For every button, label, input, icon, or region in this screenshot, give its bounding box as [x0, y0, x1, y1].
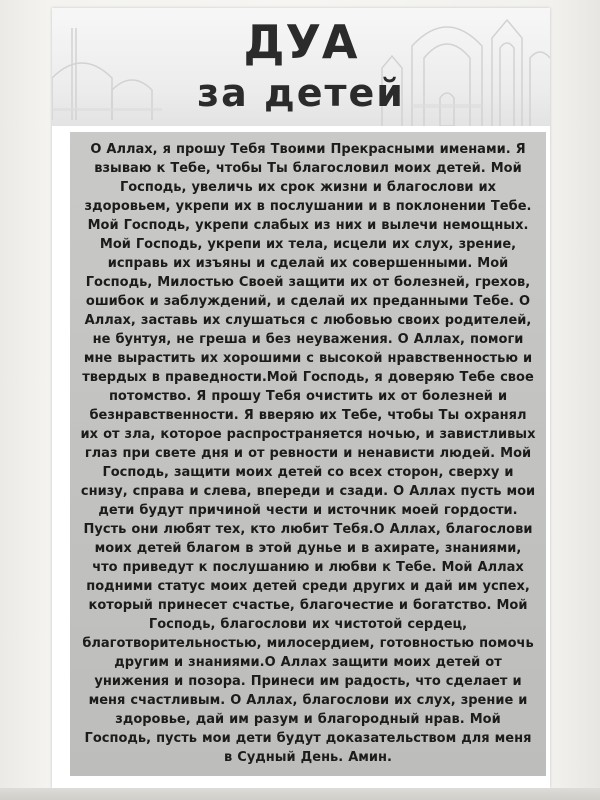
header-banner	[52, 8, 550, 126]
text-panel	[70, 132, 546, 776]
dua-body-text: О Аллах, я прошу Тебя Твоими Прекрасными именами. Я взываю к Тебе, чтобы Ты благословил моих детей. Мой Господь, увеличь их срок жизни и благослови их здоровьем, укрепи их в послушании и в поклонении Тебе. Мой Господь, укрепи слабых из них и вылечи немощных. Мой Господь, укрепи их тела, исцели их слух, зрение, исправь их изъяны и сделай их совершенными. Мой Господь, Милостью Своей защити их от болезней, грехов, ошибок и заблуждений, и сделай их преданными Тебе. О Аллах, заставь их слушаться с любовью своих родителей, не бунтуя, не греша и без неуважения. О Аллах, помоги мне вырастить их хорошими с высокой нравственностью и твердых в праведности.Мой Господь, я доверяю Тебе свое потомство. Я прошу Тебя очистить их от болезней и безнравственности. Я вверяю их Тебе, чтобы Ты охранял их от зла, которое распространяется ночью, и завистливых глаз при свете дня и от ревности и ненависти людей. Мой Господь, защити моих детей со всех сторон, сверху и снизу, справа и слева, впереди и сзади. О Аллах пусть мои дети будут причиной чести и источник моей гордости. Пусть они любят тех, кто любит Тебя.О Аллах, благослови моих детей благом в этой дунье и в ахирате, знаниями, что приведут к послушанию и любви к Тебе. Мой Аллах подними статус моих детей среди других и дай им успех, который принесет счастье, благочестие и богатство. Мой Господь, благослови их чистотой сердец, благотворительностью, милосердием, готовностью помочь другим и знаниями.О Аллах защити моих детей от унижения и позора. Принеси им радость, что сделает и меня счастливым. О Аллах, благослови их слух, зрение и здоровье, дай им разум и благородный нрав. Мой Господь, пусть мои дети будут доказательством для меня в Судный День. Амин.	[80, 142, 536, 765]
printed-sheet	[52, 8, 550, 788]
title-for-children: за детей	[197, 71, 405, 115]
table-surface	[0, 788, 600, 800]
title-dua: ДУА	[243, 15, 359, 69]
